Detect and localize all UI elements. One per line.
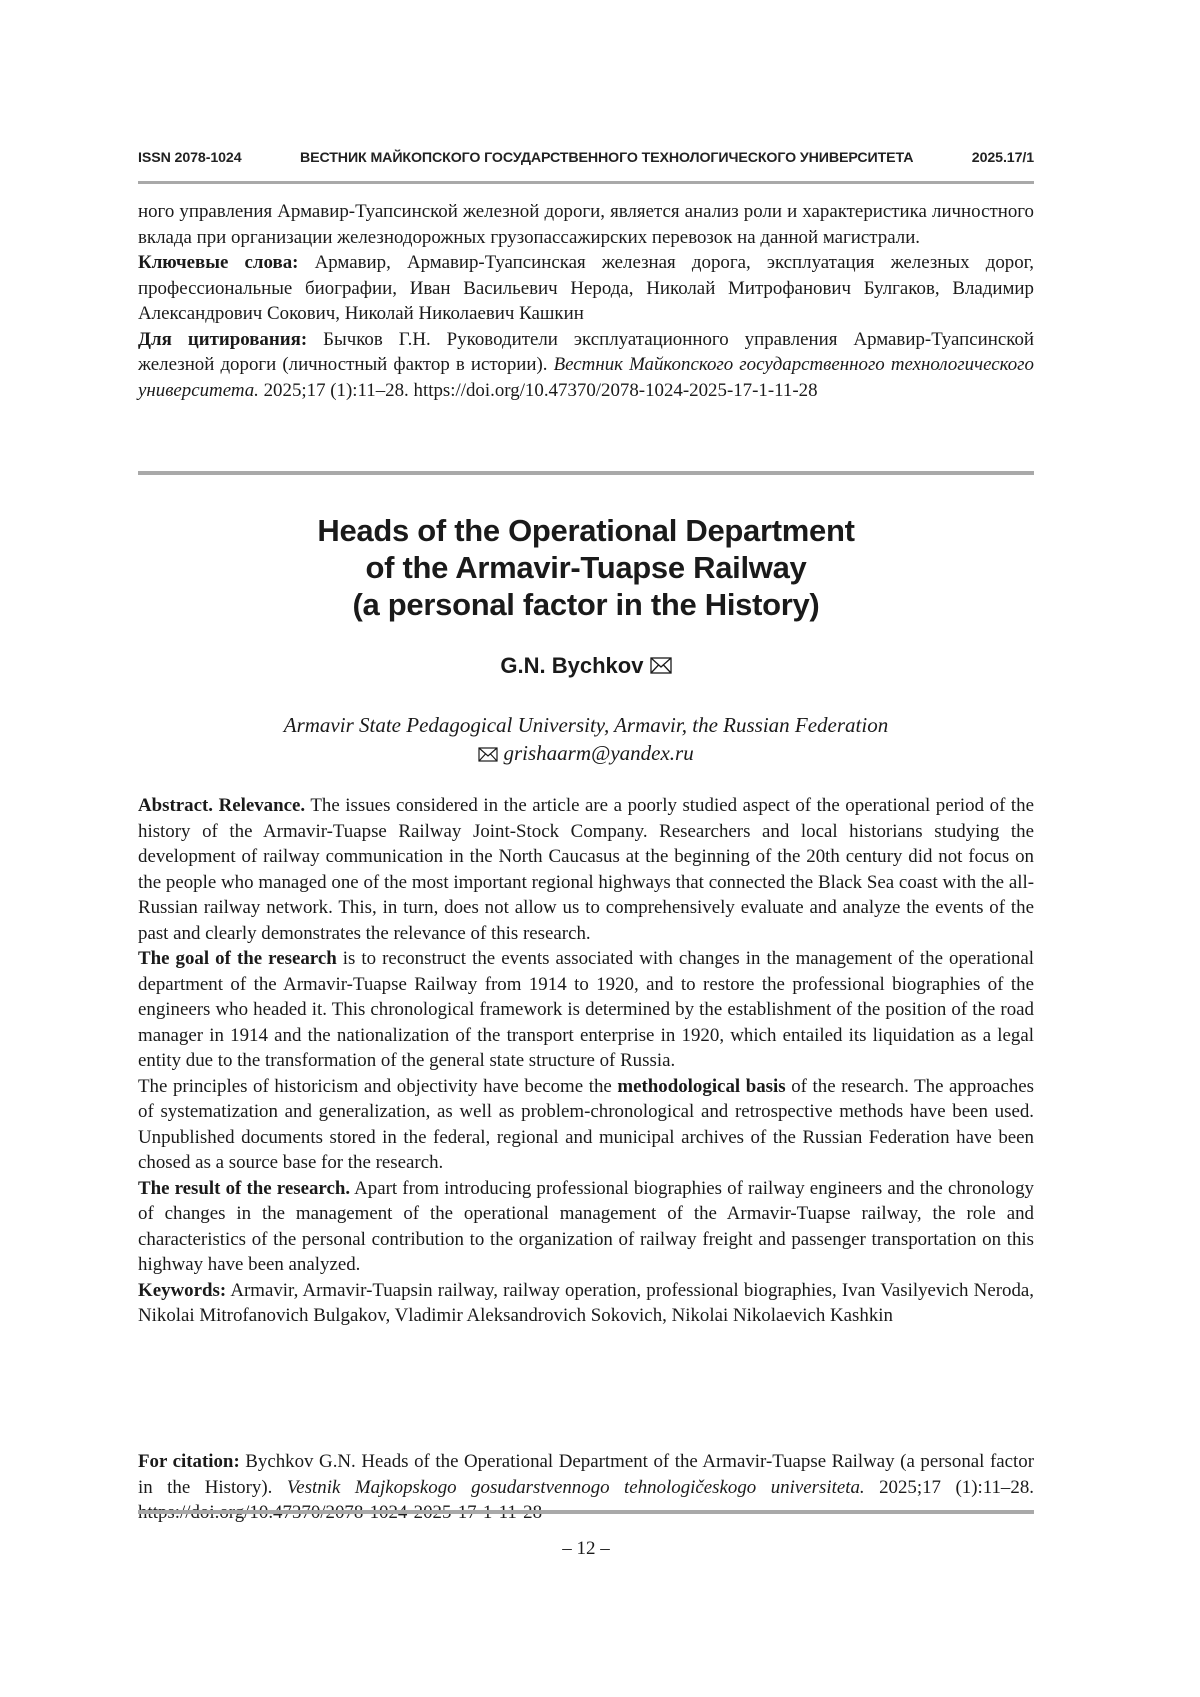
russian-abstract [138, 199, 1034, 403]
citation-ref: 2025;17 (1):11–28. [879, 1476, 1034, 1498]
goal-label: The goal of the research [138, 948, 337, 969]
email-line [138, 739, 1034, 769]
goal-text: is to reconstruct the events associated with changes in the management of the operational department of the Armavir-Tuapse Railway from 1914 to 1920, and to restore the professional biographies of the engineers who headed it. This chronological framework is determined by the establishment of the position of the road manager in 1914 and the nationalization of the transport enterprise in 1920, which entailed its liquidation as a legal entity due to the transformation of the general state structure of Russia. [138, 948, 1034, 1071]
abstract-method [138, 1074, 1034, 1176]
envelope-icon [650, 653, 672, 681]
article-title [138, 512, 1034, 623]
journal-name: ВЕСТНИК МАЙКОПСКОГО ГОСУДАРСТВЕННОГО ТЕХНОЛОГИЧЕСКОГО УНИВЕРСИТЕТА [299, 150, 914, 166]
result-label: The result of the research. [138, 1177, 351, 1199]
method-label: methodological basis [617, 1075, 786, 1097]
russian-citation [138, 327, 1034, 404]
abstract-relevance [138, 793, 1034, 946]
email-link[interactable]: grishaarm@yandex.ru [503, 741, 694, 765]
citation-journal: Vestnik Majkopskogo gosudarstvennogo tehnologičeskogo universiteta. [286, 1476, 865, 1498]
english-keywords [138, 1278, 1034, 1329]
section-divider [138, 471, 1034, 475]
institution: Armavir State Pedagogical University, Armavir, the Russian Federation [283, 713, 889, 737]
abstract-goal [138, 946, 1034, 1074]
keywords-text: Armavir, Armavir-Tuapsin railway, railway operation, professional biographies, Ivan Vasilyevich Neroda, Nikolai Mitrofanovich Bulgakov, Vladimir Aleksandrovich Sokovich, Nikolai Nikolaevich Kashkin [138, 1279, 1034, 1326]
russian-citation-label: Для цитирования: [138, 328, 308, 350]
issue-number: 2025.17/1 [971, 150, 1034, 166]
russian-citation-ref: 2025;17 (1):11–28. https://doi.org/10.47370/2078-1024-2025-17-1-11-28 [258, 379, 818, 401]
title-line-2: of the Armavir-Tuapse Railway [365, 550, 807, 585]
english-citation [138, 1449, 1034, 1526]
envelope-icon [478, 741, 498, 769]
relevance-text: The issues considered in the article are a poorly studied aspect of the operational period of the history of the Armavir-Tuapse Railway Joint-Stock Company. Researchers and local historians studying the development of railway communication in the North Caucasus at the beginning of the 20th century did not focus on the people who managed one of the most important regional highways that connected the Black Sea coast with the all-Russian railway network. This, in turn, does not allow us to comprehensively evaluate and analyze the events of the past and clearly demonstrates the relevance of this research. [138, 795, 1035, 944]
russian-keywords-label: Ключевые слова: [138, 252, 299, 273]
result-text: Apart from introducing professional biographies of railway engineers and the chronology of changes in the management of the operational management of the Armavir-Tuapse railway, the role and characteristics of the personal contribution to the organization of railway freight and passenger transportation on this highway have been analyzed. [138, 1177, 1034, 1275]
russian-abstract-tail: ного управления Армавир-Туапсинской железной дороги, является анализ роли и характеристика личностного вклада при организации железнодорожных грузопассажирских перевозок на данной магистрали. [138, 201, 1034, 248]
abstract-result [138, 1176, 1034, 1278]
footer-divider [138, 1510, 1034, 1514]
russian-keywords-text: Армавир, Армавир-Туапсинская железная дорога, эксплуатация железных дорог, профессиональные биографии, Иван Васильевич Нерода, Николай Митрофанович Булгаков, Владимир Александрович Сокович, Николай Николаевич Кашкин [138, 252, 1034, 324]
author-line [138, 652, 1034, 681]
russian-citation-text: Бычков Г.Н. Руководители эксплуатационного управления Армавир-Туапсинской железной дороги (личностный фактор в истории). [138, 328, 1034, 375]
russian-citation-journal: Вестник Майкопского государственного технологического университета. [138, 354, 1034, 401]
citation-text: Bychkov G.N. Heads of the Operational Department of the Armavir-Tuapse Railway (a personal factor in the History). [138, 1451, 1034, 1498]
issn: ISSN 2078-1024 [138, 150, 242, 166]
citation-label: For citation: [138, 1451, 240, 1472]
author-name: G.N. Bychkov [500, 653, 644, 678]
russian-keywords [138, 250, 1034, 327]
title-line-1: Heads of the Operational Department [317, 513, 855, 548]
header-divider [138, 181, 1034, 184]
keywords-label: Keywords: [138, 1279, 227, 1301]
method-post: of the research. The approaches of systematization and generalization, as well as problem-chronological and retrospective methods have been used. Unpublished documents stored in the federal, regional and municipal archives of the Russian Federation have been chosed as a source base for the research. [138, 1075, 1035, 1173]
running-header [138, 150, 1034, 166]
method-pre: The principles of historicism and objectivity have become the [138, 1075, 618, 1097]
english-abstract [138, 793, 1034, 1329]
abstract-label: Abstract. Relevance. [138, 795, 306, 816]
affiliation [138, 711, 1034, 769]
title-line-3: (a personal factor in the History) [352, 587, 820, 622]
page-number: – 12 – [562, 1538, 610, 1559]
